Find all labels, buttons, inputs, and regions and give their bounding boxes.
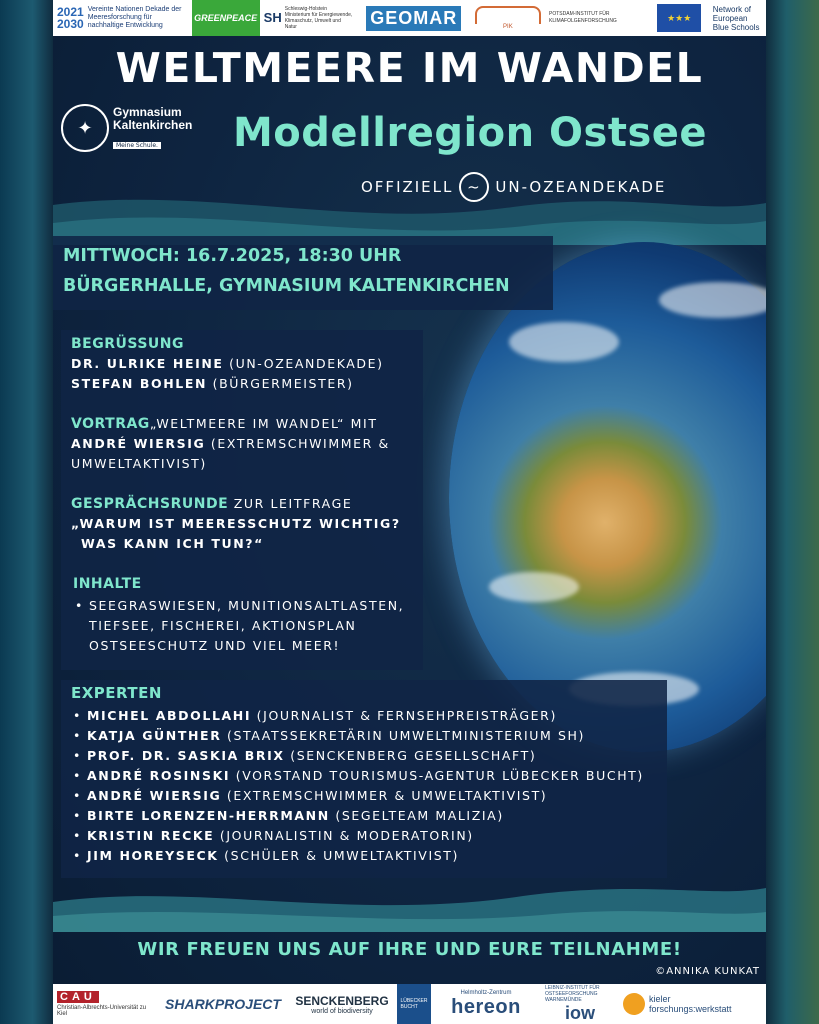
lower-wave-band <box>53 872 766 932</box>
expert-role: (EXTREMSCHWIMMER & UMWELTAKTIVIST) <box>221 788 548 803</box>
round-q1-text: „WARUM IST MEERESSCHUTZ WICHTIG? <box>71 516 401 531</box>
expert-name: ANDRÉ WIERSIG <box>87 788 222 803</box>
talk-role-continued: UMWELTAKTIVIST) <box>71 456 207 471</box>
pik-arch-icon <box>475 6 541 24</box>
content-line-3: OSTSEESCHUTZ UND VIEL MEER! <box>89 638 341 653</box>
round-question-2 <box>81 536 264 551</box>
subtitle: Modellregion Ostsee <box>233 110 708 156</box>
senckenberg-sub: world of biodiversity <box>311 1007 373 1015</box>
hereon-logo <box>431 984 541 1024</box>
call-to-action: WIR FREUEN UNS AUF IHRE UND EURE TEILNAHME! <box>137 939 682 960</box>
expert-row: • ANDRÉ WIERSIG (EXTREMSCHWIMMER & UMWELTAKTIVIST) <box>73 788 548 803</box>
greenpeace-logo: GREENPEACE <box>192 0 260 36</box>
expert-role: (STAATSSEKRETÄRIN UMWELTMINISTERIUM SH) <box>221 728 585 743</box>
talk-line <box>71 416 378 432</box>
pik-logo <box>471 0 545 36</box>
sh-text: Schleswig-Holstein Ministerium für Energiewende, Klimaschutz, Umwelt und Natur <box>284 6 353 30</box>
expert-name: KATJA GÜNTHER <box>87 728 222 743</box>
welcome-1-role: (UN-OZEANDEKADE) <box>223 356 384 371</box>
talk-text: „WELTMEERE IM WANDEL“ MIT <box>149 416 378 431</box>
main-title: WELTMEERE IM WANDEL <box>115 44 704 92</box>
top-logo-bar <box>53 0 766 36</box>
kieler-line2: forschungs:werkstatt <box>649 1004 732 1014</box>
welcome-2-role: (BÜRGERMEISTER) <box>207 376 354 391</box>
iow-logo <box>541 984 619 1024</box>
eu-stars-icon: ★★★ <box>657 4 701 32</box>
welcome-2-name: STEFAN BOHLEN <box>71 376 208 391</box>
potsdam-institute-text: POTSDAM-INSTITUT FÜR KLIMAFOLGENFORSCHUNG <box>549 11 617 24</box>
expert-name: KRISTIN RECKE <box>87 828 215 843</box>
geomar-text: GEOMAR <box>366 6 461 31</box>
welcome-heading: BEGRÜSSUNG <box>71 336 184 352</box>
event-date: MITTWOCH: 16.7.2025, 18:30 UHR <box>63 246 402 266</box>
luebecker-bucht-logo <box>397 984 431 1024</box>
expert-row: • BIRTE LORENZEN-HERRMANN (SEGELTEAM MALIZIA) <box>73 808 504 823</box>
expert-role: (JOURNALISTIN & MODERATORIN) <box>214 828 474 843</box>
blue-schools-text: Network of European Blue Schools <box>712 4 760 32</box>
school-logo <box>61 104 192 152</box>
cau-letters: CAU <box>57 991 99 1003</box>
expert-row: • PROF. DR. SASKIA BRIX (SENCKENBERG GESELLSCHAFT) <box>73 748 537 763</box>
senckenberg-text: SENCKENBERG <box>295 993 389 1008</box>
photo-credit: ©ANNIKA KUNKAT <box>655 966 760 977</box>
hereon-text: hereon <box>451 995 521 1018</box>
school-emblem-icon: ✦ <box>61 104 109 152</box>
sharkproject-logo: SHARKPROJECT <box>165 996 281 1012</box>
expert-row: • ANDRÉ ROSINSKI (VORSTAND TOURISMUS-AGENTUR LÜBECKER BUCHT) <box>73 768 644 783</box>
wave-icon: ~ <box>459 172 489 202</box>
expert-row: • JIM HOREYSECK (SCHÜLER & UMWELTAKTIVIST) <box>73 848 459 863</box>
official-left: OFFIZIELL <box>361 178 454 196</box>
earth-globe-image <box>449 242 766 752</box>
round-q2-text: WAS KANN ICH TUN?“ <box>81 536 264 551</box>
content-line-1: • SEEGRASWIESEN, MUNITIONSALTLASTEN, <box>75 598 405 613</box>
iow-text: iow <box>565 1002 595 1023</box>
expert-name: MICHEL ABDOLLAHI <box>87 708 252 723</box>
pik-text: PIK <box>503 24 513 30</box>
kieler-line1: kieler <box>649 994 671 1004</box>
kieler-flower-icon <box>623 993 645 1015</box>
expert-name: ANDRÉ ROSINSKI <box>87 768 231 783</box>
sh-ministry-logo <box>260 0 357 36</box>
expert-name: JIM HOREYSECK <box>87 848 219 863</box>
content-heading: INHALTE <box>73 576 142 592</box>
experts-heading: EXPERTEN <box>71 684 162 702</box>
decade-years-end: 2030 <box>57 17 84 31</box>
welcome-speaker-1 <box>71 356 384 371</box>
cau-text: Christian-Albrechts-Universität zu Kiel <box>57 1005 147 1017</box>
decade-years-start: 2021 <box>57 5 84 19</box>
expert-role: (SENCKENBERG GESELLSCHAFT) <box>284 748 537 763</box>
decade-text: Vereinte Nationen Dekade der Meeresforschung für nachhaltige Entwicklung <box>87 6 182 29</box>
welcome-speaker-2 <box>71 376 354 391</box>
expert-row: • MICHEL ABDOLLAHI (JOURNALIST & FERNSEHPREISTRÄGER) <box>73 708 557 723</box>
round-line <box>71 496 352 512</box>
program-panel <box>61 330 423 670</box>
talk-role: (EXTREMSCHWIMMER & <box>205 436 390 451</box>
school-tagline: Meine Schule. <box>113 142 161 149</box>
geomar-logo <box>357 0 471 36</box>
expert-row: • KRISTIN RECKE (JOURNALISTIN & MODERATORIN) <box>73 828 474 843</box>
iow-sub: LEIBNIZ-INSTITUT FÜR OSTSEEFORSCHUNG WARNEMÜNDE <box>545 984 600 1003</box>
sh-letters: SH <box>263 10 282 25</box>
school-name-line2: Kaltenkirchen <box>113 117 193 132</box>
content-1-text: SEEGRASWIESEN, MUNITIONSALTLASTEN, <box>89 598 405 613</box>
luebeck-text: LÜBECKER BUCHT <box>400 998 428 1010</box>
eu-flag-logo <box>650 0 709 36</box>
content-line-2: TIEFSEE, FISCHEREI, AKTIONSPLAN <box>89 618 357 633</box>
kieler-forschungswerkstatt-logo <box>619 984 749 1024</box>
round-question-1 <box>71 516 401 531</box>
ocean-decade-logo <box>53 0 192 36</box>
hereon-top: Helmholtz-Zentrum <box>460 989 512 996</box>
official-right: UN-OZEANDEKADE <box>495 178 667 196</box>
expert-name: BIRTE LORENZEN-HERRMANN <box>87 808 330 823</box>
event-place: BÜRGERHALLE, GYMNASIUM KALTENKIRCHEN <box>63 276 510 296</box>
school-name-line1: Gymnasium <box>113 104 182 119</box>
talk-heading: VORTRAG <box>71 416 150 432</box>
senckenberg-logo <box>287 984 397 1024</box>
expert-role: (SEGELTEAM MALIZIA) <box>329 808 504 823</box>
experts-panel <box>61 680 667 878</box>
round-text: ZUR LEITFRAGE <box>228 496 353 511</box>
bottom-logo-bar <box>53 984 766 1024</box>
expert-role: (VORSTAND TOURISMUS-AGENTUR LÜBECKER BUCHT) <box>230 768 644 783</box>
poster <box>53 0 766 1024</box>
expert-row: • KATJA GÜNTHER (STAATSSEKRETÄRIN UMWELTMINISTERIUM SH) <box>73 728 585 743</box>
round-heading: GESPRÄCHSRUNDE <box>71 496 229 512</box>
cau-logo <box>53 984 159 1024</box>
talk-speaker <box>71 436 390 451</box>
welcome-1-name: DR. ULRIKE HEINE <box>71 356 224 371</box>
expert-role: (JOURNALIST & FERNSEHPREISTRÄGER) <box>251 708 557 723</box>
expert-role: (SCHÜLER & UMWELTAKTIVIST) <box>218 848 459 863</box>
talk-name: ANDRÉ WIERSIG <box>71 436 206 451</box>
expert-name: PROF. DR. SASKIA BRIX <box>87 748 285 763</box>
date-panel <box>53 236 553 310</box>
